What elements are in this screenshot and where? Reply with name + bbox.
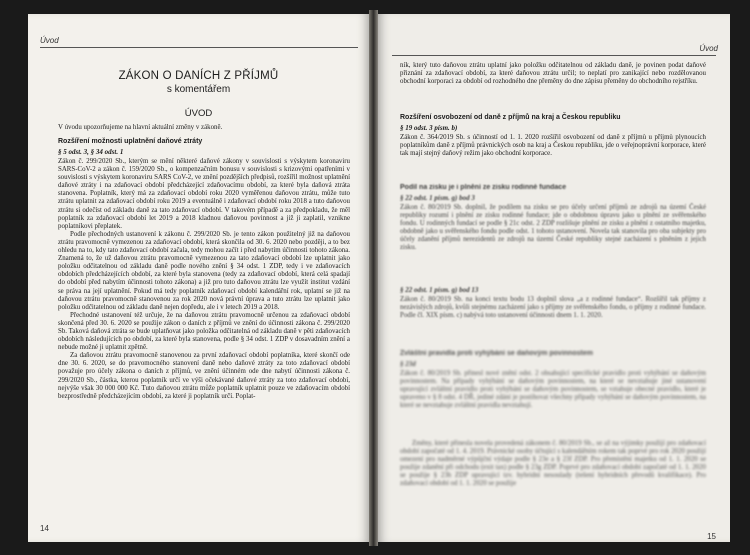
paragraph: Zákon č. 80/2019 Sb. doplnil, že podílem na zisku se pro účely určení příjmů ze zdrojů na území České republiky rozumí i plnění ze zisku rodinné fundace; jde o obdobnou úpravu jako u plnění ze svěřenského fondu. U rodinných fundací se podle § 21c odst. 2 ZDP rozlišuje plnění ze zisku a plnění z ostatního majetku, obdobně jako u svěřenského fondu podle odst. 1 tohoto ustanovení. Novela tak stanovila pro oba subjekty pro účely zdanění příjmů nerezidentů ze zdrojů na území České republiky stejné zacházení s plněním z jejich zisku. bbox=[400, 204, 706, 252]
section-heading: ÚVOD bbox=[184, 108, 213, 119]
page-number-right: 15 bbox=[707, 532, 716, 541]
section-reference: § 22 odst. 1 písm. g) bod 13 bbox=[400, 286, 479, 294]
paragraph: Zákon č. 299/2020 Sb., kterým se mění některé daňové zákony v souvislosti s výskytem koronaviru SARS-CoV-2 a zákon č. 159/2020 Sb., o kompenzačním bonusu v souvislosti s krizovými opatřeními v souvislosti s výskytem koronaviru SARS CoV-2, ve znění pozdějších předpisů, rozšířil možnost uplatnění daňové ztráty i na zdaňovací období předcházející zdaňovacímu období, za které byla daňová ztráta stanovena. Poplatník, který má za zdaňovací období roku 2020 vyměřenou daňovou ztrátu, může tuto ztrátu uplatnit za zdaňovací období roku 2019 a eventuálně i zdaňovací období roku 2018 a tuto daňovou ztrátu si odečíst od základu daně za tato zdaňovací období. V takovém případě a za předpokladu, že měl poplatník za zdaňovací období let 2019 a 2018 kladnou daňovou povinnost a již ji zaplatil, vznikne poplatníkovi přeplatek. bbox=[58, 158, 350, 230]
header-rule bbox=[40, 47, 358, 48]
page-number-left: 14 bbox=[40, 524, 49, 533]
paragraph: Podle přechodných ustanovení k zákonu č. 299/2020 Sb. je tento zákon použitelný již na daňovou ztrátu pravomocně vymezenou za zdaňovací období, která skončila od 30. 6. 2020 nebo později, a to bez ohledu na to, kdy tato zdaňovací období začala, tedy mohou začít i před nabytím účinnosti tohoto zákona. Znamená to, že už daňovou ztrátu pravomocně vymezenou za tato zdaňovací období lze uplatnit jako položku odčitatelnou od základu daně podle nového znění § 34 odst. 1 ZDP, tedy i ve zdaňovacích obdobích předcházejících období, za které byla stanovena (tedy za zdaňovací období, která celá spadají do období před nabytím účinnosti tohoto zákona) a již pro tuto daňovou ztrátu lze využít institut vzdání se práva na její uplatnění. Pokud má tedy poplatník zdaňovací období kalendářní rok, uplatní se již na daňovou ztrátu pravomocně stanovenou za rok 2020 nová právní úprava a tuto ztrátu lze uplatnit jako položku odčitatelnou od základu daně nejen dopředu, ale i v letech 2019 a 2018. bbox=[58, 230, 350, 311]
section-reference: § 5 odst. 3, § 34 odst. 1 bbox=[58, 148, 124, 156]
paragraph: Za daňovou ztrátu pravomocně stanovenou za první zdaňovací období poplatníka, které skončí ode dne 30. 6. 2020, se do pravomocného stanovení daně nebo daňové ztráty za toto zdaňovací období považuje pro účely zákona o daních z příjmů, ve znění účinném ode dne nabytí účinnosti zákona č. 299/2020 Sb., částka, kterou poplatník určí ve výši očekávané daňové ztráty za toto zdaňovací období, nejvýše však 30 000 000 Kč. Tuto daňovou ztrátu může poplatník uplatnit pouze ve zdaňovacím období bezprostředně předcházejícím období, za které ji poplatník určí. Poplat- bbox=[58, 352, 350, 400]
section-reference: § 19 odst. 3 písm. b) bbox=[400, 124, 458, 132]
paragraph: Zákon č. 80/2019 Sb. na konci textu bodu 13 doplnil slova „a z rodinné fundace“. Rozšířil tak příjmy z nezávislých zdrojů, kvůli stejnému zacházení jako s příjmy ze svěřenského fondu, o příjmy z rodinné fundace. Podle čl. XIX písm. c) nabývá toto ustanovení účinnosti dnem 1. 1. 2020. bbox=[400, 296, 706, 320]
book-gutter bbox=[369, 10, 378, 546]
paragraph: Zákon č. 80/2019 Sb. přinesl nové znění odst. 2 obsahující specifické pravidlo proti vyhýbání se daňovým povinnostem. Na případy vyhýbání se daňovým povinnostem, na které se nevztahuje jiné ustanovení upravující zvláštní pravidlo proti vyhýbání se daňovým povinnostem, se vztahuje obecné pravidlo, které je upraveno v § 8 odst. 4 DŘ, jediné zdání je postihovat všechny případy vyhýbání se daňovým povinnostem, na které se nevztahuje zvláštní pravidla nevztahují. bbox=[400, 370, 706, 410]
paragraph: ník, který tuto daňovou ztrátu uplatní jako položku odčitatelnou od základu daně, je povinen podat daňové přiznání za zdaňovací období, za které daňovou ztrátu určil; to neplatí pro zanikající nebo rozdělovanou obchodní korporaci za období od rozhodného dne přeměny do dne zápisu přeměny do obchodního rejstříku. bbox=[400, 62, 706, 86]
section-reference: § 22 odst. 1 písm. g) bod 3 bbox=[400, 194, 475, 202]
section-title: Rozšíření osvobození od daně z příjmů na kraj a Českou republiku bbox=[400, 114, 621, 121]
paragraph: Zákon č. 364/2019 Sb. s účinností od 1. 1. 2020 rozšířil osvobození od daně z příjmů u příjmů plynoucích poplatníkům daně z příjmů právnických osob na kraj a Českou republiku, jde o veřejnoprávní korporace, které tak mají stejný daňový režim jako obchodní korporace. bbox=[400, 134, 706, 158]
section-title: Podíl na zisku je i plnění ze zisku rodinné fundace bbox=[400, 184, 567, 191]
body-text-left bbox=[58, 158, 350, 401]
paragraph: Přechodné ustanovení též určuje, že na daňovou ztrátu pravomocně určenou za zdaňovací období skončená před 30. 6. 2020 se použije zákon o daních z příjmů ve znění do účinnosti zákona č. 299/2020 Sb. Taková daňová ztráta se bude uplatňovat jako položka odčitatelná od základu daně v pěti zdaňovacích obdobích následujících po období, za které byla stanovena, podle § 34 odst. 1 ZDP v dosavadním znění a nebude možné ji uplatnit zpětně. bbox=[58, 311, 350, 352]
running-head-right: Úvod bbox=[699, 44, 718, 53]
section-title: Rozšíření možnosti uplatnění daňové ztráty bbox=[58, 138, 203, 145]
header-rule bbox=[392, 55, 716, 56]
intro-text: V úvodu upozorňujeme na hlavní aktuální změny v zákoně. bbox=[58, 124, 223, 131]
book-subtitle: s komentářem bbox=[166, 84, 231, 95]
right-page bbox=[378, 14, 730, 542]
left-page bbox=[28, 14, 369, 542]
section-reference: § 23d bbox=[400, 360, 416, 368]
running-head-left: Úvod bbox=[40, 36, 59, 45]
book-title: ZÁKON O DANÍCH Z PŘÍJMŮ bbox=[118, 70, 279, 82]
paragraph: Změny, které přinesla novela provedená zákonem č. 80/2019 Sb., se až na výjimky použijí pro zdaňovací období započaté od 1. 4. 2019. Právnické osoby účtující s kalendářním rokem tak poprvé pro rok 2020 použijí omezení pro nadměrné výpůjční výdaje podle § 23e a § 23f ZDP. Pro přemístění majetku od 1. 1. 2020 se použije zdanění při odchodu (exit tax) podle § 23g ZDP. Poprvé pro zdaňovací období započaté od 1. 1. 2020 se použije § 23h ZDP upravující tzv. hybridní nesoulady (tešení hybridních převodů kvalifikace). Pro zdaňovací období od 1. 1. 2020 se použije bbox=[400, 440, 706, 488]
section-title: Zvláštní pravidla proti vyhýbání se daňovým povinnostem bbox=[400, 350, 593, 357]
